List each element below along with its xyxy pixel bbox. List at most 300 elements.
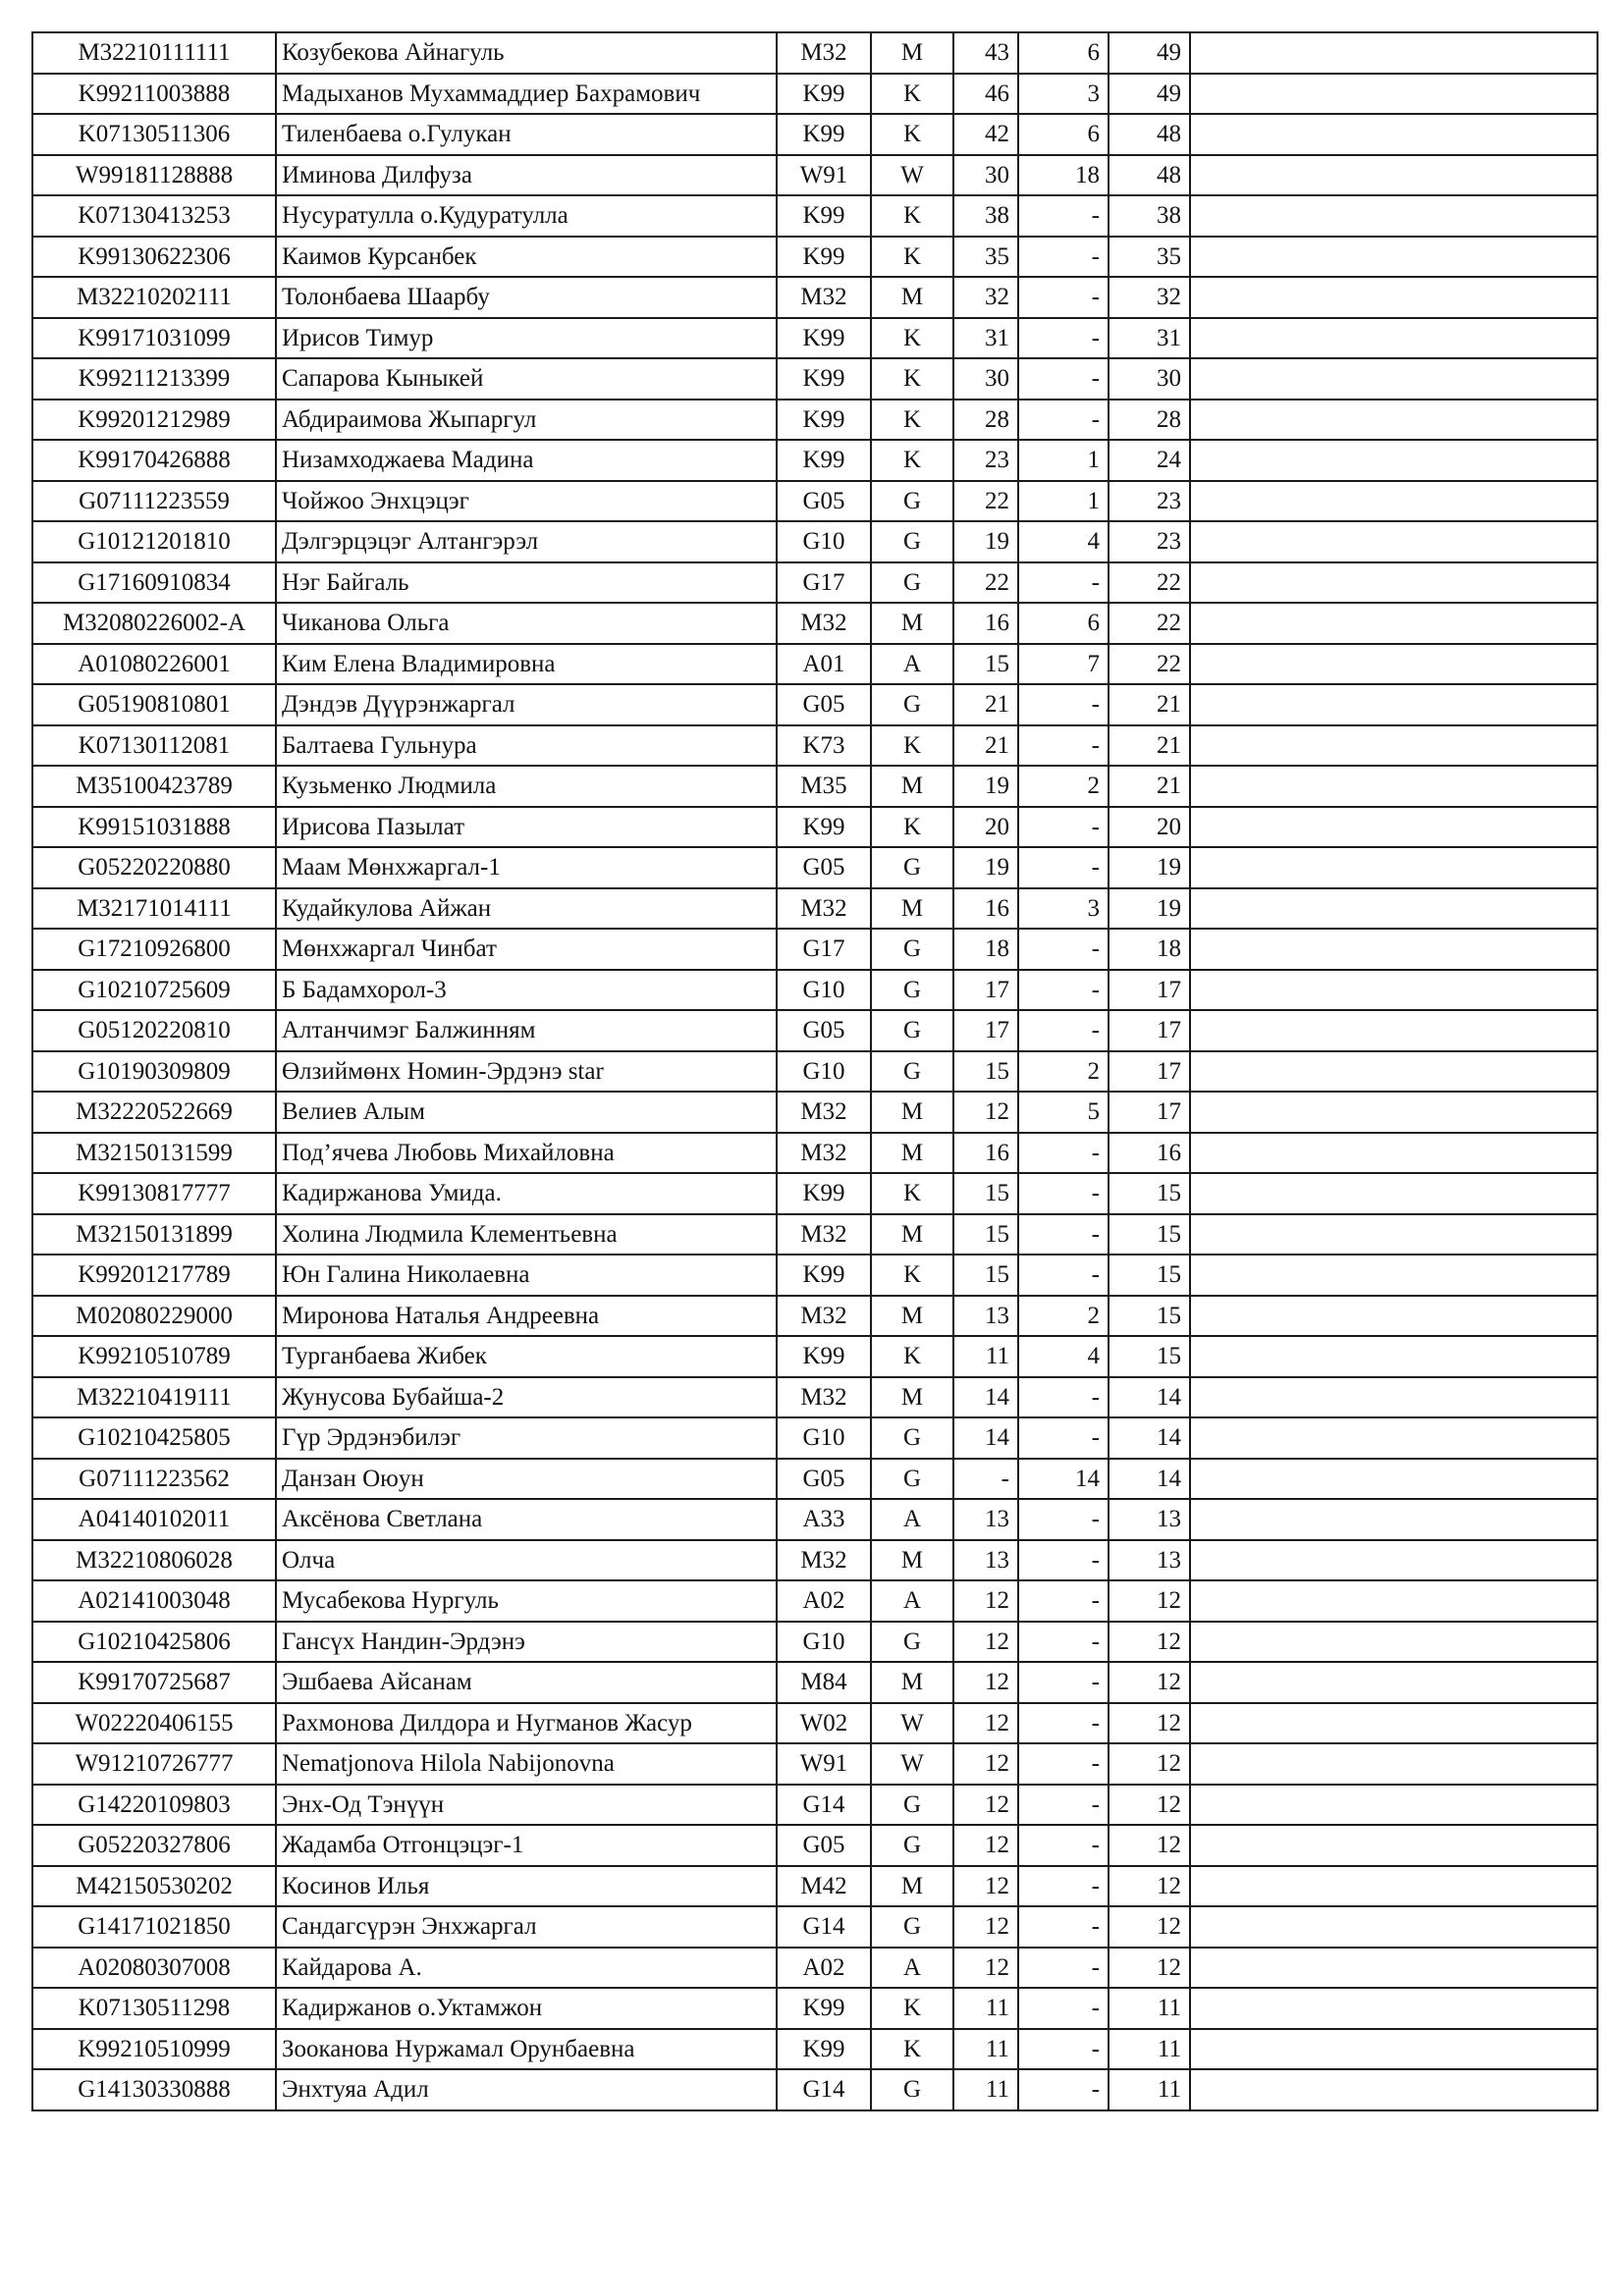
score-b-cell: - [1018,1417,1109,1459]
score-b-cell: - [1018,1010,1109,1051]
score-b-cell: 3 [1018,888,1109,930]
member-name-cell: Каимов Курсанбек [276,237,777,278]
score-a-cell: 12 [953,1703,1018,1744]
score-a-cell: 21 [953,725,1018,767]
score-b-cell: - [1018,847,1109,888]
score-a-cell: 12 [953,1580,1018,1622]
member-name-cell: Жунусова Бубайша-2 [276,1377,777,1418]
total-cell: 14 [1109,1459,1190,1500]
score-a-cell: 19 [953,521,1018,562]
region-letter-cell: M [871,1214,953,1255]
total-cell: 16 [1109,1133,1190,1174]
score-a-cell: 11 [953,2029,1018,2070]
empty-notes-cell [1190,1948,1597,1989]
table-row [32,114,1597,155]
total-cell: 22 [1109,562,1190,604]
region-letter-cell: K [871,358,953,400]
member-id-cell: G14220109803 [32,1785,276,1826]
empty-notes-cell [1190,1336,1597,1377]
region-letter-cell: G [871,1906,953,1948]
region-letter-cell: G [871,521,953,562]
total-cell: 12 [1109,1662,1190,1703]
member-name-cell: Толонбаева Шаарбу [276,277,777,318]
total-cell: 17 [1109,1051,1190,1093]
member-name-cell: Гансүх Нандин-Эрдэнэ [276,1622,777,1663]
score-b-cell: - [1018,400,1109,441]
member-id-cell: G07111223559 [32,481,276,522]
region-letter-cell: G [871,847,953,888]
empty-notes-cell [1190,1051,1597,1093]
region-letter-cell: K [871,2029,953,2070]
member-name-cell: Юн Галина Николаевна [276,1255,777,1296]
score-b-cell: 2 [1018,1051,1109,1093]
region-letter-cell: G [871,2069,953,2110]
score-a-cell: 16 [953,1133,1018,1174]
table-row [32,237,1597,278]
score-b-cell: 3 [1018,74,1109,115]
table-row [32,32,1597,74]
total-cell: 30 [1109,358,1190,400]
score-a-cell: 15 [953,1214,1018,1255]
member-name-cell: Жадамба Отгонцэцэг-1 [276,1825,777,1866]
empty-notes-cell [1190,929,1597,970]
country-code-cell: G05 [777,481,871,522]
table-row [32,644,1597,685]
country-code-cell: K99 [777,400,871,441]
member-id-cell: G05120220810 [32,1010,276,1051]
empty-notes-cell [1190,114,1597,155]
score-a-cell: 42 [953,114,1018,155]
member-id-cell: K99211213399 [32,358,276,400]
table-row [32,195,1597,237]
table-row [32,1499,1597,1540]
country-code-cell: M32 [777,888,871,930]
member-id-cell: M32150131899 [32,1214,276,1255]
member-id-cell: G10121201810 [32,521,276,562]
score-a-cell: 46 [953,74,1018,115]
score-b-cell: - [1018,195,1109,237]
score-a-cell: 12 [953,1662,1018,1703]
score-b-cell: - [1018,1622,1109,1663]
total-cell: 20 [1109,807,1190,848]
score-a-cell: 14 [953,1377,1018,1418]
region-letter-cell: G [871,1010,953,1051]
country-code-cell: M32 [777,1133,871,1174]
score-a-cell: 30 [953,358,1018,400]
member-id-cell: K99201212989 [32,400,276,441]
member-id-cell: W02220406155 [32,1703,276,1744]
score-a-cell: 22 [953,562,1018,604]
empty-notes-cell [1190,603,1597,644]
table-row [32,847,1597,888]
region-letter-cell: M [871,766,953,807]
empty-notes-cell [1190,400,1597,441]
country-code-cell: G10 [777,521,871,562]
member-id-cell: A01080226001 [32,644,276,685]
total-cell: 12 [1109,1785,1190,1826]
score-a-cell: 11 [953,2069,1018,2110]
member-name-cell: Кадиржанов о.Уктамжон [276,1988,777,2029]
member-id-cell: W99181128888 [32,155,276,196]
empty-notes-cell [1190,1377,1597,1418]
empty-notes-cell [1190,1622,1597,1663]
empty-notes-cell [1190,1010,1597,1051]
total-cell: 15 [1109,1173,1190,1214]
score-a-cell: 12 [953,1825,1018,1866]
member-id-cell: A02080307008 [32,1948,276,1989]
member-name-cell: Зооканова Нуржамал Орунбаевна [276,2029,777,2070]
region-letter-cell: M [871,888,953,930]
empty-notes-cell [1190,1703,1597,1744]
empty-notes-cell [1190,318,1597,359]
member-name-cell: Энхтуяа Адил [276,2069,777,2110]
total-cell: 19 [1109,888,1190,930]
table-row [32,603,1597,644]
table-row [32,1743,1597,1785]
score-b-cell: - [1018,1255,1109,1296]
total-cell: 11 [1109,1988,1190,2029]
member-name-cell: Дэлгэрцэцэг Алтангэрэл [276,521,777,562]
empty-notes-cell [1190,358,1597,400]
member-id-cell: K07130511306 [32,114,276,155]
country-code-cell: G10 [777,1622,871,1663]
empty-notes-cell [1190,1662,1597,1703]
country-code-cell: G10 [777,1417,871,1459]
empty-notes-cell [1190,237,1597,278]
member-name-cell: Низамходжаева Мадина [276,440,777,481]
table-row [32,1133,1597,1174]
empty-notes-cell [1190,1173,1597,1214]
region-letter-cell: G [871,1459,953,1500]
score-a-cell: 12 [953,1785,1018,1826]
member-id-cell: G10210725609 [32,970,276,1011]
empty-notes-cell [1190,1296,1597,1337]
region-letter-cell: W [871,1703,953,1744]
country-code-cell: G05 [777,1459,871,1500]
table-row [32,1866,1597,1907]
score-a-cell: 20 [953,807,1018,848]
table-row [32,155,1597,196]
country-code-cell: G14 [777,2069,871,2110]
country-code-cell: G05 [777,684,871,725]
region-letter-cell: M [871,1133,953,1174]
member-name-cell: Энх-Од Тэнүүн [276,1785,777,1826]
score-a-cell: 13 [953,1499,1018,1540]
member-id-cell: M32171014111 [32,888,276,930]
empty-notes-cell [1190,1133,1597,1174]
region-letter-cell: K [871,195,953,237]
country-code-cell: G05 [777,1010,871,1051]
table-row [32,1540,1597,1581]
country-code-cell: K99 [777,318,871,359]
table-row [32,684,1597,725]
member-id-cell: K99130817777 [32,1173,276,1214]
member-name-cell: Гүр Эрдэнэбилэг [276,1417,777,1459]
score-b-cell: 14 [1018,1459,1109,1500]
region-letter-cell: G [871,684,953,725]
score-a-cell: 22 [953,481,1018,522]
score-b-cell: - [1018,237,1109,278]
empty-notes-cell [1190,1255,1597,1296]
table-row [32,1173,1597,1214]
member-id-cell: K07130511298 [32,1988,276,2029]
member-name-cell: Өлзиймөнх Номин-Эрдэнэ star [276,1051,777,1093]
score-b-cell: - [1018,970,1109,1011]
total-cell: 48 [1109,114,1190,155]
empty-notes-cell [1190,1743,1597,1785]
country-code-cell: K99 [777,74,871,115]
member-id-cell: K99171031099 [32,318,276,359]
score-a-cell: 16 [953,888,1018,930]
region-letter-cell: M [871,603,953,644]
member-name-cell: Нусуратулла о.Кудуратулла [276,195,777,237]
table-row [32,1906,1597,1948]
total-cell: 17 [1109,1010,1190,1051]
member-id-cell: G05220220880 [32,847,276,888]
total-cell: 22 [1109,603,1190,644]
score-b-cell: 1 [1018,481,1109,522]
region-letter-cell: A [871,1948,953,1989]
member-id-cell: G05220327806 [32,1825,276,1866]
empty-notes-cell [1190,1540,1597,1581]
empty-notes-cell [1190,1866,1597,1907]
region-letter-cell: W [871,155,953,196]
country-code-cell: W91 [777,155,871,196]
total-cell: 12 [1109,1703,1190,1744]
country-code-cell: K99 [777,114,871,155]
region-letter-cell: G [871,562,953,604]
member-id-cell: A02141003048 [32,1580,276,1622]
total-cell: 38 [1109,195,1190,237]
score-b-cell: 18 [1018,155,1109,196]
member-id-cell: K07130413253 [32,195,276,237]
score-a-cell: 12 [953,1622,1018,1663]
empty-notes-cell [1190,74,1597,115]
country-code-cell: M84 [777,1662,871,1703]
region-letter-cell: K [871,440,953,481]
empty-notes-cell [1190,1214,1597,1255]
score-a-cell: 15 [953,1255,1018,1296]
country-code-cell: K99 [777,358,871,400]
empty-notes-cell [1190,562,1597,604]
member-id-cell: M32210806028 [32,1540,276,1581]
member-name-cell: Чойжоо Энхцэцэг [276,481,777,522]
empty-notes-cell [1190,521,1597,562]
total-cell: 14 [1109,1417,1190,1459]
total-cell: 28 [1109,400,1190,441]
table-row [32,1948,1597,1989]
empty-notes-cell [1190,1825,1597,1866]
score-a-cell: 18 [953,929,1018,970]
region-letter-cell: M [871,1092,953,1133]
country-code-cell: G14 [777,1785,871,1826]
score-b-cell: - [1018,1703,1109,1744]
empty-notes-cell [1190,1417,1597,1459]
total-cell: 15 [1109,1214,1190,1255]
total-cell: 35 [1109,237,1190,278]
score-b-cell: - [1018,562,1109,604]
table-row [32,1377,1597,1418]
table-row [32,1051,1597,1093]
member-name-cell: Турганбаева Жибек [276,1336,777,1377]
total-cell: 15 [1109,1336,1190,1377]
total-cell: 17 [1109,1092,1190,1133]
empty-notes-cell [1190,1785,1597,1826]
member-name-cell: Нэг Байгаль [276,562,777,604]
total-cell: 21 [1109,725,1190,767]
score-b-cell: - [1018,358,1109,400]
country-code-cell: K99 [777,2029,871,2070]
empty-notes-cell [1190,888,1597,930]
region-letter-cell: W [871,1743,953,1785]
country-code-cell: M32 [777,603,871,644]
table-row [32,1825,1597,1866]
score-a-cell: 15 [953,1051,1018,1093]
member-id-cell: K99151031888 [32,807,276,848]
country-code-cell: M32 [777,1377,871,1418]
country-code-cell: K99 [777,440,871,481]
member-name-cell: Ким Елена Владимировна [276,644,777,685]
score-b-cell: 4 [1018,1336,1109,1377]
region-letter-cell: K [871,400,953,441]
member-name-cell: Козубекова Айнагуль [276,32,777,74]
country-code-cell: A01 [777,644,871,685]
total-cell: 23 [1109,481,1190,522]
region-letter-cell: A [871,1499,953,1540]
total-cell: 24 [1109,440,1190,481]
empty-notes-cell [1190,2069,1597,2110]
member-id-cell: M32210202111 [32,277,276,318]
member-id-cell: M32210419111 [32,1377,276,1418]
score-a-cell: 11 [953,1988,1018,2029]
country-code-cell: K99 [777,807,871,848]
empty-notes-cell [1190,481,1597,522]
country-code-cell: G05 [777,847,871,888]
country-code-cell: W02 [777,1703,871,1744]
member-name-cell: Кудайкулова Айжан [276,888,777,930]
table-row [32,1580,1597,1622]
empty-notes-cell [1190,1499,1597,1540]
region-letter-cell: M [871,1540,953,1581]
table-row [32,1703,1597,1744]
score-b-cell: - [1018,318,1109,359]
empty-notes-cell [1190,970,1597,1011]
score-b-cell: - [1018,1499,1109,1540]
member-id-cell: M32080226002-A [32,603,276,644]
country-code-cell: M32 [777,1296,871,1337]
score-a-cell: 13 [953,1540,1018,1581]
score-b-cell: - [1018,1662,1109,1703]
table-row [32,1214,1597,1255]
member-id-cell: G14171021850 [32,1906,276,1948]
score-a-cell: 14 [953,1417,1018,1459]
empty-notes-cell [1190,195,1597,237]
member-id-cell: K99210510789 [32,1336,276,1377]
member-name-cell: Ирисова Пазылат [276,807,777,848]
empty-notes-cell [1190,807,1597,848]
score-a-cell: 32 [953,277,1018,318]
total-cell: 21 [1109,766,1190,807]
table-row [32,481,1597,522]
score-b-cell: 2 [1018,1296,1109,1337]
member-name-cell: Мадыханов Мухаммаддиер Бахрамович [276,74,777,115]
total-cell: 11 [1109,2029,1190,2070]
region-letter-cell: M [871,1296,953,1337]
score-b-cell: - [1018,1133,1109,1174]
score-a-cell: 16 [953,603,1018,644]
score-b-cell: - [1018,1906,1109,1948]
member-id-cell: M42150530202 [32,1866,276,1907]
score-b-cell: 6 [1018,603,1109,644]
total-cell: 11 [1109,2069,1190,2110]
region-letter-cell: G [871,481,953,522]
region-letter-cell: G [871,1417,953,1459]
member-name-cell: Маам Мөнхжаргал-1 [276,847,777,888]
empty-notes-cell [1190,32,1597,74]
country-code-cell: W91 [777,1743,871,1785]
member-name-cell: Ирисов Тимур [276,318,777,359]
member-name-cell: Б Бадамхорол-3 [276,970,777,1011]
member-name-cell: Сандагсүрэн Энхжаргал [276,1906,777,1948]
score-a-cell: 15 [953,1173,1018,1214]
table-row [32,318,1597,359]
region-letter-cell: M [871,1662,953,1703]
region-letter-cell: A [871,1580,953,1622]
member-name-cell: Кузьменко Людмила [276,766,777,807]
score-b-cell: - [1018,1988,1109,2029]
country-code-cell: M32 [777,1214,871,1255]
member-id-cell: G10210425806 [32,1622,276,1663]
score-b-cell: - [1018,2069,1109,2110]
member-id-cell: G10190309809 [32,1051,276,1093]
score-b-cell: 5 [1018,1092,1109,1133]
score-b-cell: - [1018,1948,1109,1989]
member-name-cell: Сапарова Кыныкей [276,358,777,400]
total-cell: 12 [1109,1580,1190,1622]
table-row [32,1417,1597,1459]
region-letter-cell: G [871,1051,953,1093]
member-name-cell: Холина Людмила Клементьевна [276,1214,777,1255]
score-b-cell: - [1018,929,1109,970]
total-cell: 13 [1109,1499,1190,1540]
country-code-cell: K99 [777,1255,871,1296]
empty-notes-cell [1190,1580,1597,1622]
total-cell: 49 [1109,74,1190,115]
country-code-cell: K99 [777,195,871,237]
score-b-cell: - [1018,1214,1109,1255]
member-id-cell: A04140102011 [32,1499,276,1540]
member-name-cell: Дэндэв Дүүрэнжаргал [276,684,777,725]
score-a-cell: - [953,1459,1018,1500]
table-row [32,74,1597,115]
country-code-cell: M32 [777,277,871,318]
member-id-cell: M32150131599 [32,1133,276,1174]
region-letter-cell: K [871,1988,953,2029]
country-code-cell: K99 [777,1336,871,1377]
results-table [31,31,1598,2111]
empty-notes-cell [1190,1988,1597,2029]
region-letter-cell: K [871,725,953,767]
total-cell: 15 [1109,1255,1190,1296]
member-name-cell: Тиленбаева о.Гулукан [276,114,777,155]
region-letter-cell: G [871,1622,953,1663]
member-id-cell: K99210510999 [32,2029,276,2070]
score-a-cell: 28 [953,400,1018,441]
score-b-cell: - [1018,1866,1109,1907]
member-id-cell: W91210726777 [32,1743,276,1785]
region-letter-cell: M [871,1377,953,1418]
total-cell: 23 [1109,521,1190,562]
